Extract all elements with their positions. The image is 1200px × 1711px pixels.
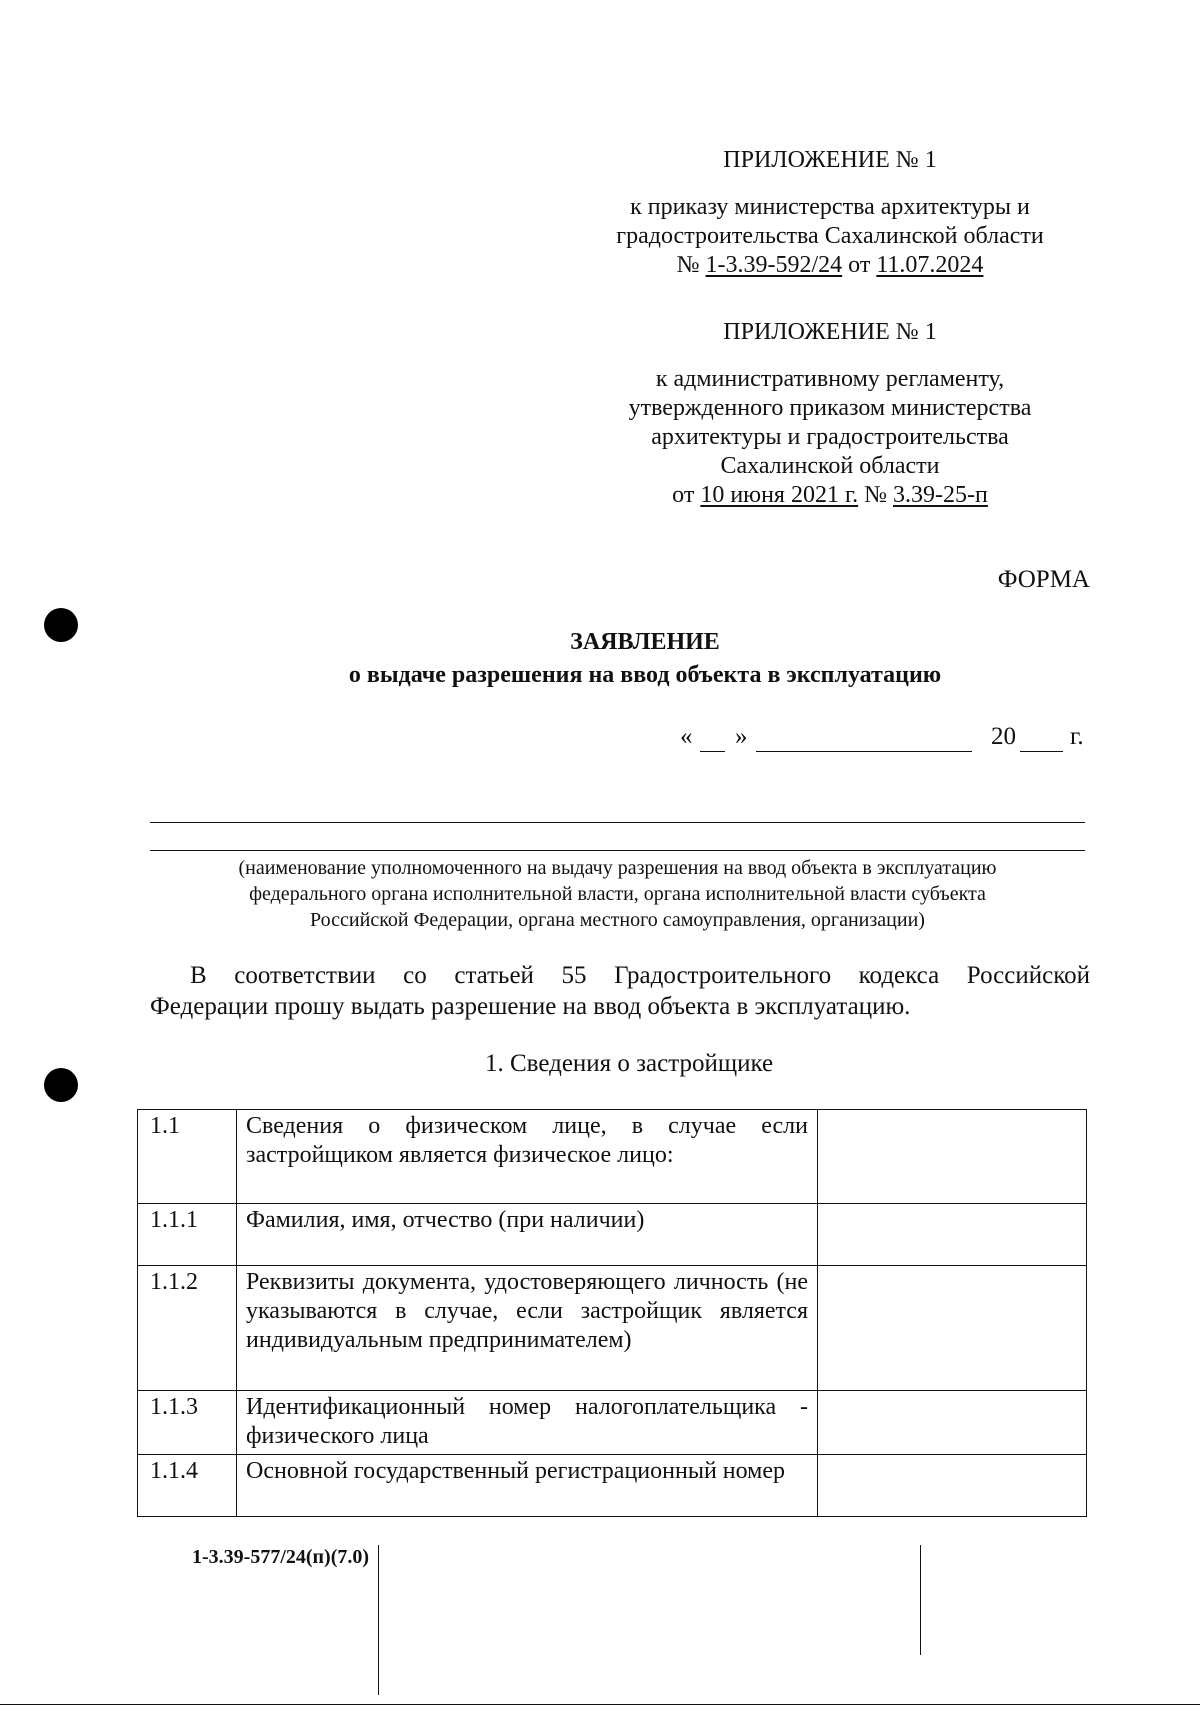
appendix-header-order <box>570 146 1090 280</box>
order-line-2: градостроительства Сахалинской области <box>616 223 1044 249</box>
authority-caption: (наименование уполномоченного на выдачу разрешения на ввод объекта в эксплуатацию федерального органа исполнительной власти, органа исполнительной власти субъекта Российской Федерации, органа местного самоуправления, организации) <box>238 857 997 931</box>
value-field[interactable] <box>818 1204 1087 1266</box>
regulation-number: 3.39-25-п <box>893 482 988 508</box>
value-field[interactable] <box>818 1110 1087 1204</box>
regulation-line-2: утвержденного приказом министерства <box>628 395 1032 421</box>
document-subtitle: о выдаче разрешения на ввод объекта в эксплуатацию <box>348 662 942 688</box>
regulation-date: 10 июня 2021 г. <box>700 482 859 508</box>
date-line <box>680 723 1092 755</box>
year-suffix: г. <box>1070 723 1084 750</box>
scan-bottom-edge <box>0 1704 1200 1705</box>
date-close-quote: » <box>735 723 748 750</box>
form-label: ФОРМА <box>997 566 1090 593</box>
value-field[interactable] <box>818 1455 1087 1517</box>
regulation-line-1: к административному регламенту, <box>655 366 1005 392</box>
body-line-1: В соответствии со статьей 55 Градостроительного кодекса Российской <box>190 962 1090 989</box>
table-row <box>138 1266 1087 1391</box>
order-reference: № 1-3.39-592/24 от 11.07.2024 <box>676 252 984 278</box>
regulation-reference: от 10 июня 2021 г. № 3.39-25-п <box>672 482 988 508</box>
order-line-1: к приказу министерства архитектуры и <box>630 194 1030 220</box>
regulation-line-3: архитектуры и градостроительства <box>651 424 1009 450</box>
value-field[interactable] <box>818 1266 1087 1391</box>
order-number: 1-3.39-592/24 <box>705 252 843 278</box>
year-blank <box>1020 751 1063 752</box>
scan-artifact-line-right <box>920 1545 921 1655</box>
appendix-header-regulation <box>570 318 1090 510</box>
footer-document-code: 1-3.39-577/24(п)(7.0) <box>192 1546 370 1568</box>
month-blank <box>756 751 972 752</box>
row-number: 1.1.2 <box>138 1266 237 1391</box>
row-description: Основной государственный регистрационный номер <box>237 1455 818 1517</box>
table-row <box>138 1110 1087 1204</box>
order-date: 11.07.2024 <box>876 252 984 278</box>
document-title: ЗАЯВЛЕНИЕ <box>570 629 720 655</box>
regulation-line-4: Сахалинской области <box>720 453 940 479</box>
body-line-2: Федерации прошу выдать разрешение на ввод объекта в эксплуатацию. <box>150 993 911 1020</box>
day-blank <box>700 751 725 752</box>
section-title: 1. Сведения о застройщике <box>485 1050 774 1077</box>
table-row <box>138 1204 1087 1266</box>
applicant-info-table <box>137 1109 1087 1517</box>
authority-blank-line-1 <box>150 822 1085 823</box>
appendix-title: ПРИЛОЖЕНИЕ № 1 <box>723 147 937 173</box>
row-description: Реквизиты документа, удостоверяющего личность (не указываются в случае, если застройщик является индивидуальным предпринимателем) <box>237 1266 818 1391</box>
row-description: Сведения о физическом лице, в случае если застройщиком является физическое лицо: <box>237 1110 818 1204</box>
row-number: 1.1.1 <box>138 1204 237 1266</box>
scan-artifact-line-left <box>378 1545 379 1695</box>
row-description: Идентификационный номер налогоплательщика - физического лица <box>237 1391 818 1455</box>
authority-blank-line-2 <box>150 850 1085 851</box>
row-number: 1.1.4 <box>138 1455 237 1517</box>
body-paragraph <box>150 960 1090 1022</box>
year-prefix: 20 <box>991 723 1016 750</box>
date-open-quote: « <box>680 723 693 750</box>
row-description: Фамилия, имя, отчество (при наличии) <box>237 1204 818 1266</box>
value-field[interactable] <box>818 1391 1087 1455</box>
row-number: 1.1 <box>138 1110 237 1204</box>
row-number: 1.1.3 <box>138 1391 237 1455</box>
table-row <box>138 1391 1087 1455</box>
table-row <box>138 1455 1087 1517</box>
appendix-title-2: ПРИЛОЖЕНИЕ № 1 <box>723 319 937 345</box>
punch-hole-bottom <box>44 1068 78 1102</box>
